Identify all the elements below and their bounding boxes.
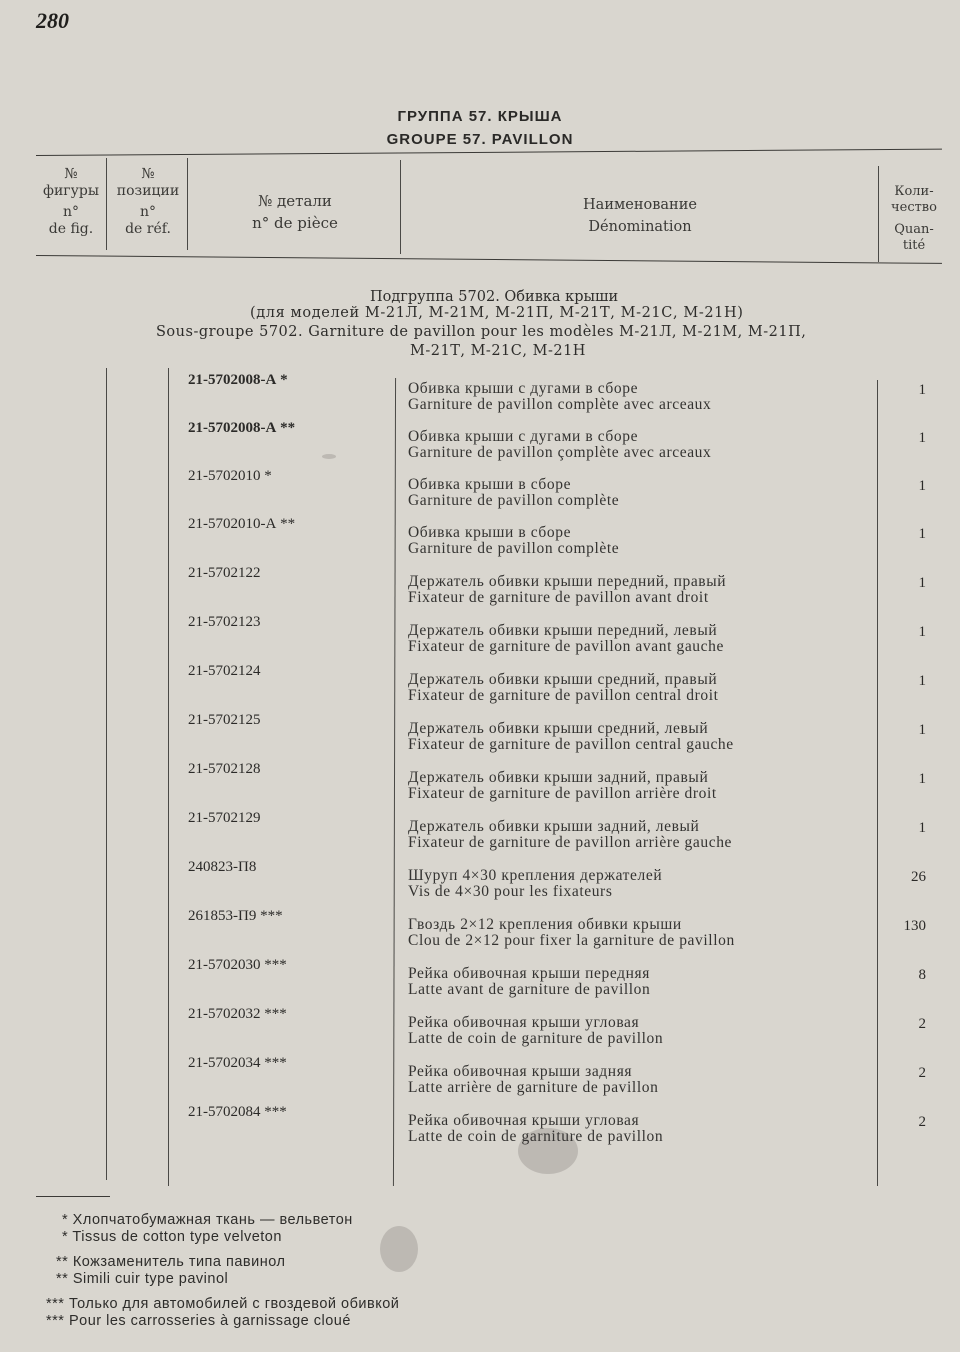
name-fr: Garniture de pavillon complète [408, 540, 620, 557]
page-number: 280 [36, 8, 69, 33]
header-divider-1 [106, 158, 107, 250]
name-fr: Latte avant de garniture de pavillon [408, 981, 651, 998]
footnote-line: ** Simili cuir type pavinol [56, 1271, 229, 1287]
name-ru: Держатель обивки крыши передний, левый [408, 622, 718, 639]
name-ru: Рейка обивочная крыши задняя [408, 1063, 633, 1080]
quantity: 1 [918, 673, 926, 689]
header-bottom-rule [36, 255, 942, 264]
group-title-fr: GROUPE 57. PAVILLON [386, 131, 574, 148]
part-number: 21-5702084 *** [188, 1104, 287, 1120]
col-header-part [190, 190, 400, 234]
footnote-rule [36, 1196, 110, 1197]
table-row [0, 712, 960, 760]
footnote-line: *** Только для автомобилей с гвоздевой обивкой [46, 1296, 400, 1312]
quantity: 1 [918, 771, 926, 787]
col-qty-line3: Quan- [894, 222, 934, 237]
name-ru: Обивка крыши в сборе [408, 476, 572, 493]
col-fig-line1: № [64, 166, 78, 182]
name-fr: Latte de coin de garniture de pavillon [408, 1128, 664, 1145]
col-pos-line3: n° [139, 204, 157, 220]
table-row [0, 761, 960, 809]
col-fig-line3: n° [62, 204, 80, 220]
quantity: 1 [918, 382, 926, 398]
col-name-line2: Dénomination [588, 219, 692, 235]
table-row [0, 565, 960, 613]
col-qty-line1: Коли- [894, 184, 934, 199]
quantity: 1 [918, 430, 926, 446]
table-row [0, 1055, 960, 1103]
quantity: 26 [911, 869, 926, 885]
table-row [0, 1006, 960, 1054]
quantity: 130 [903, 918, 926, 934]
quantity: 1 [918, 722, 926, 738]
name-ru: Рейка обивочная крыши угловая [408, 1014, 640, 1031]
subgroup-fr-line1: Sous-groupe 5702. Garniture de pavillon pour les modèles М-21Л, М-21М, М-21П, [156, 324, 807, 340]
part-number: 240823-П8 [188, 859, 257, 875]
table-row [0, 810, 960, 858]
name-fr: Latte de coin de garniture de pavillon [408, 1030, 664, 1047]
col-header-fig [36, 166, 106, 238]
part-number: 21-5702122 [188, 565, 261, 581]
col-fig-line2: фигуры [43, 183, 99, 199]
col-header-pos [108, 166, 188, 238]
table-row [0, 372, 960, 420]
part-number: 21-5702125 [188, 712, 261, 728]
name-fr: Fixateur de garniture de pavillon avant droit [408, 589, 709, 606]
part-number: 21-5702010 * [188, 468, 272, 484]
name-fr: Garniture de pavillon çomplète avec arceaux [408, 444, 712, 461]
name-ru: Держатель обивки крыши задний, правый [408, 769, 709, 786]
part-number: 21-5702032 *** [188, 1006, 287, 1022]
table-row [0, 614, 960, 662]
name-ru: Шуруп 4×30 крепления держателей [408, 867, 663, 884]
quantity: 2 [918, 1114, 926, 1130]
col-part-line1: № детали [258, 192, 332, 210]
name-fr: Fixateur de garniture de pavillon arrière droit [408, 785, 717, 802]
table-row [0, 957, 960, 1005]
name-fr: Clou de 2×12 pour fixer la garniture de pavillon [408, 932, 735, 949]
footnote-line: *** Pour les carrosseries à garnissage cloué [46, 1313, 351, 1329]
name-fr: Garniture de pavillon complète [408, 492, 620, 509]
name-fr: Fixateur de garniture de pavillon central droit [408, 687, 719, 704]
name-fr: Fixateur de garniture de pavillon avant gauche [408, 638, 724, 655]
col-pos-line1: № [141, 166, 155, 182]
subgroup-fr-line2: М-21Т, М-21С, М-21Н [410, 343, 586, 359]
name-ru: Держатель обивки крыши передний, правый [408, 573, 727, 590]
part-number: 21-5702030 *** [188, 957, 287, 973]
ink-stain [380, 1226, 418, 1272]
table-row [0, 420, 960, 468]
subgroup-ru-line1: Подгруппа 5702. Обивка крыши [370, 289, 619, 305]
name-ru: Обивка крыши с дугами в сборе [408, 380, 639, 397]
header-divider-4 [878, 166, 879, 262]
quantity: 2 [918, 1016, 926, 1032]
table-row [0, 908, 960, 956]
name-fr: Vis de 4×30 pour les fixateurs [408, 883, 613, 900]
header-divider-3 [400, 160, 401, 254]
name-ru: Рейка обивочная крыши угловая [408, 1112, 640, 1129]
quantity: 2 [918, 1065, 926, 1081]
col-qty-line4: tité [902, 238, 926, 253]
name-fr: Fixateur de garniture de pavillon arrière gauche [408, 834, 733, 851]
part-number: 21-5702008-А * [188, 372, 288, 388]
col-name-line1: Наименование [583, 197, 697, 213]
footnote-line: * Tissus de cotton type velveton [62, 1229, 282, 1245]
part-number: 21-5702123 [188, 614, 261, 630]
name-ru: Рейка обивочная крыши передняя [408, 965, 650, 982]
part-number: 21-5702010-А ** [188, 516, 296, 532]
ink-stain [322, 454, 336, 459]
part-number: 21-5702129 [188, 810, 261, 826]
quantity: 1 [918, 478, 926, 494]
quantity: 8 [918, 967, 926, 983]
table-row [0, 663, 960, 711]
col-header-qty [880, 184, 948, 254]
name-fr: Fixateur de garniture de pavillon central gauche [408, 736, 734, 753]
group-title-ru: ГРУППА 57. КРЫША [397, 108, 563, 125]
col-pos-line4: de réf. [125, 221, 171, 237]
col-part-line2: n° de pièce [252, 214, 338, 232]
footnote-line: * Хлопчатобумажная ткань — вельветон [62, 1212, 353, 1228]
table-row [0, 859, 960, 907]
name-ru: Держатель обивки крыши средний, правый [408, 671, 718, 688]
quantity: 1 [918, 820, 926, 836]
table-row [0, 1104, 960, 1152]
quantity: 1 [918, 526, 926, 542]
name-fr: Latte arrière de garniture de pavillon [408, 1079, 659, 1096]
subgroup-ru-line2: (для моделей М-21Л, М-21М, М-21П, М-21Т, М-21С, М-21Н) [250, 305, 744, 321]
table-row [0, 468, 960, 516]
name-ru: Обивка крыши в сборе [408, 524, 572, 541]
part-number: 21-5702124 [188, 663, 261, 679]
part-number: 21-5702008-А ** [188, 420, 296, 436]
name-ru: Обивка крыши с дугами в сборе [408, 428, 639, 445]
part-number: 261853-П9 *** [188, 908, 283, 924]
name-ru: Держатель обивки крыши задний, левый [408, 818, 700, 835]
quantity: 1 [918, 575, 926, 591]
name-fr: Garniture de pavillon complète avec arceaux [408, 396, 712, 413]
part-number: 21-5702034 *** [188, 1055, 287, 1071]
quantity: 1 [918, 624, 926, 640]
part-number: 21-5702128 [188, 761, 261, 777]
header-top-rule [36, 149, 942, 156]
name-ru: Держатель обивки крыши средний, левый [408, 720, 709, 737]
table-row [0, 516, 960, 564]
col-header-name [402, 194, 878, 238]
ink-stain [518, 1128, 578, 1174]
footnote-line: ** Кожзаменитель типа павинол [56, 1254, 286, 1270]
col-qty-line2: чество [891, 200, 937, 215]
name-ru: Гвоздь 2×12 крепления обивки крыши [408, 916, 682, 933]
col-pos-line2: позиции [116, 183, 180, 199]
col-fig-line4: de fig. [48, 221, 94, 237]
